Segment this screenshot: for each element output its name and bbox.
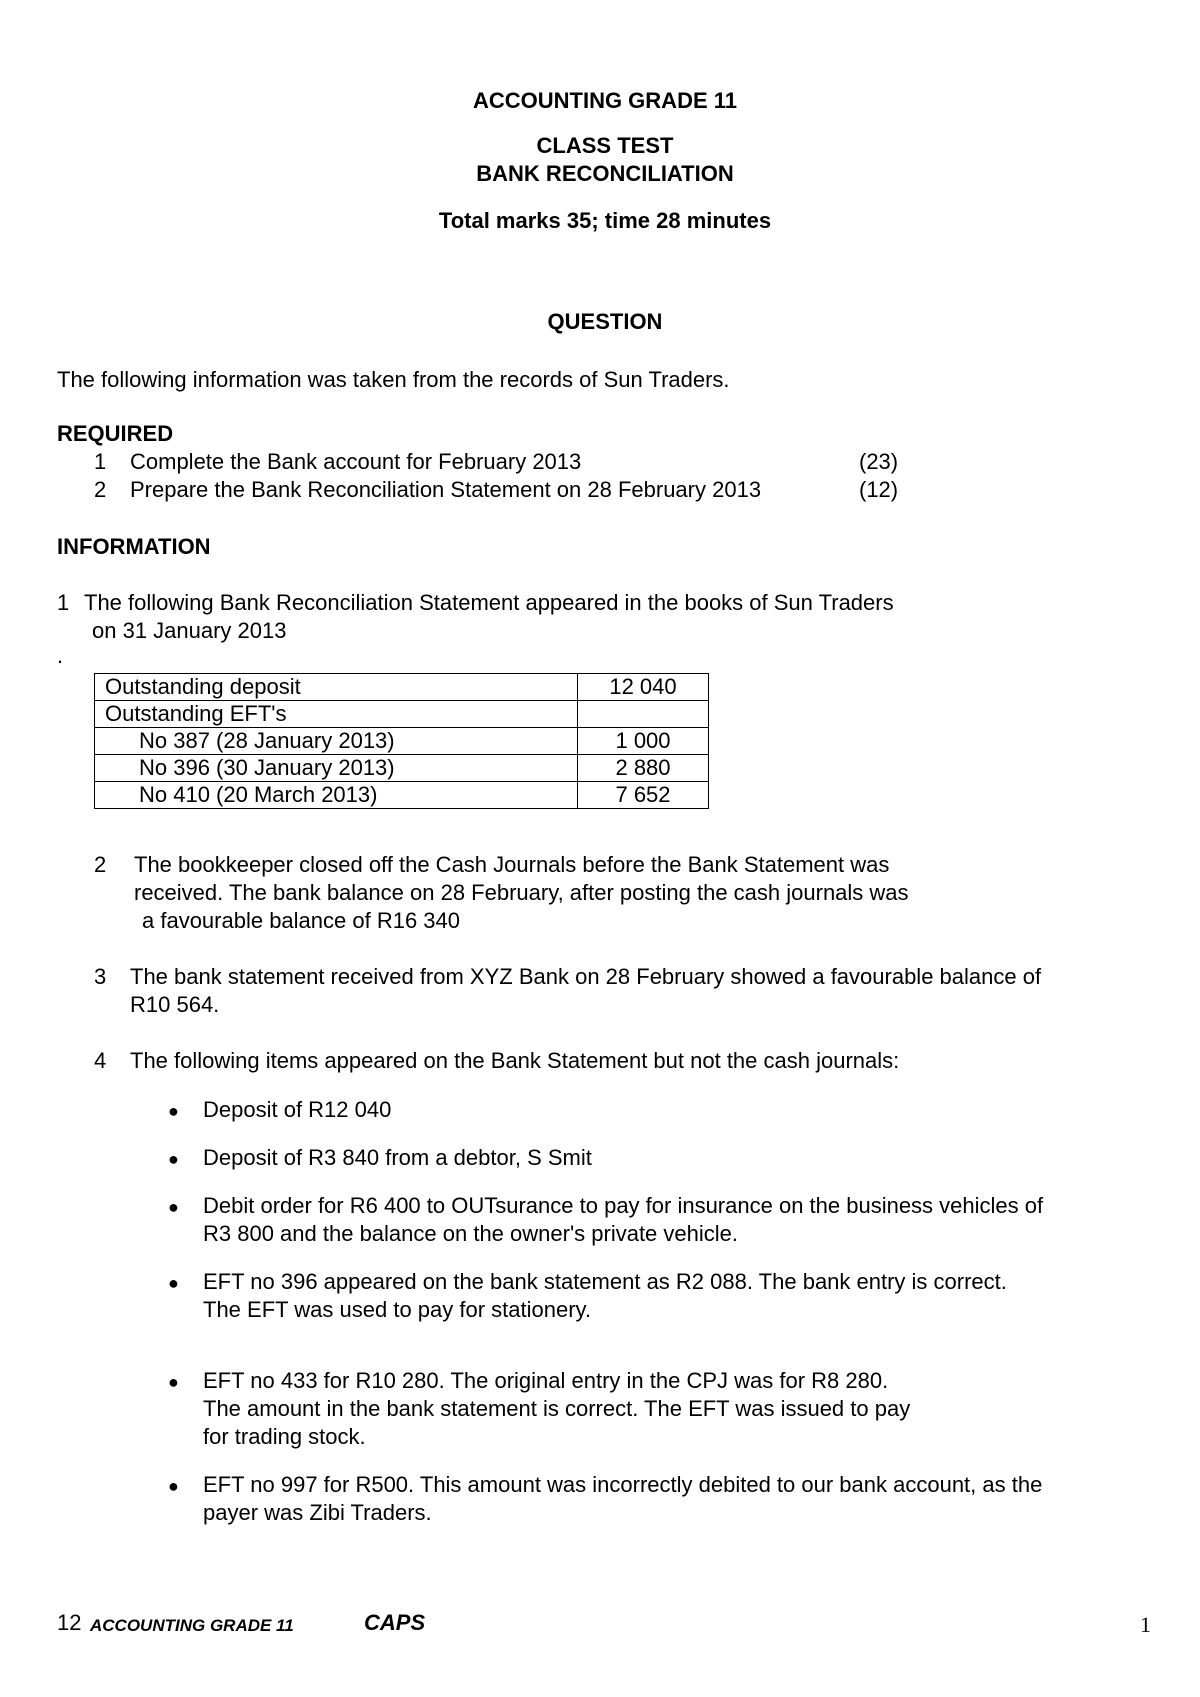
test-topic: BANK RECONCILIATION <box>476 161 734 186</box>
table-cell-amount <box>578 701 709 728</box>
required-item-marks: (12) <box>859 477 899 502</box>
info-item-text: R10 564. <box>130 992 220 1017</box>
table-row <box>95 701 709 728</box>
info-item-text: The bookkeeper closed off the Cash Journals before the Bank Statement was <box>134 852 890 877</box>
bullet-text: The EFT was used to pay for stationery. <box>203 1297 592 1322</box>
table-cell-description: No 396 (30 January 2013) <box>95 755 578 782</box>
table-row <box>95 782 709 809</box>
bullet-icon: ● <box>168 1101 179 1121</box>
reconciliation-table <box>94 673 709 809</box>
table-cell-amount: 2 880 <box>578 755 709 782</box>
bullet-icon: ● <box>168 1197 179 1217</box>
info-item-num: 2 <box>94 852 107 877</box>
page-number: 1 <box>1140 1612 1151 1637</box>
required-heading: REQUIRED <box>57 421 174 446</box>
table-cell-description: No 410 (20 March 2013) <box>95 782 578 809</box>
table-cell-description: Outstanding EFT's <box>95 701 578 728</box>
bullet-text: EFT no 997 for R500. This amount was incorrectly debited to our bank account, as the <box>203 1472 1043 1497</box>
table-cell-description: Outstanding deposit <box>95 674 578 701</box>
required-item-num: 1 <box>94 449 107 474</box>
table-row <box>95 728 709 755</box>
info-item-num: 4 <box>94 1048 107 1073</box>
bullet-icon: ● <box>168 1372 179 1392</box>
table-cell-amount: 7 652 <box>578 782 709 809</box>
info-item-num: 1 <box>57 590 70 615</box>
bullet-text: Deposit of R3 840 from a debtor, S Smit <box>203 1145 592 1170</box>
test-type: CLASS TEST <box>536 133 674 158</box>
info-item-text: a favourable balance of R16 340 <box>142 908 461 933</box>
bullet-text: Deposit of R12 040 <box>203 1097 392 1122</box>
info-item-text: The following items appeared on the Bank Statement but not the cash journals: <box>130 1048 900 1073</box>
bullet-icon: ● <box>168 1149 179 1169</box>
information-heading: INFORMATION <box>57 534 211 559</box>
bullet-text: payer was Zibi Traders. <box>203 1500 432 1525</box>
bullet-text: The amount in the bank statement is correct. The EFT was issued to pay <box>203 1396 911 1421</box>
bullet-icon: ● <box>168 1273 179 1293</box>
footer-title: ACCOUNTING GRADE 11 <box>90 1616 294 1635</box>
info-item-text: received. The bank balance on 28 February, after posting the cash journals was <box>134 880 909 905</box>
document-subject: ACCOUNTING GRADE 11 <box>472 88 738 113</box>
required-item-text: Complete the Bank account for February 2013 <box>130 449 582 474</box>
bullet-text: R3 800 and the balance on the owner's private vehicle. <box>203 1221 738 1246</box>
info-item-num: 3 <box>94 964 107 989</box>
bullet-text: Debit order for R6 400 to OUTsurance to pay for insurance on the business vehicles of <box>203 1193 1044 1218</box>
stray-dot: . <box>57 643 64 668</box>
question-heading: QUESTION <box>547 309 663 334</box>
footer-caps: CAPS <box>364 1610 426 1635</box>
bullet-text: EFT no 433 for R10 280. The original entry in the CPJ was for R8 280. <box>203 1368 889 1393</box>
bullet-text: for trading stock. <box>203 1424 366 1449</box>
bullet-icon: ● <box>168 1476 179 1496</box>
marks-and-time: Total marks 35; time 28 minutes <box>438 208 772 233</box>
table-cell-description: No 387 (28 January 2013) <box>95 728 578 755</box>
intro-text: The following information was taken from the records of Sun Traders. <box>57 367 730 392</box>
table-row <box>95 674 709 701</box>
info-item-text: The following Bank Reconciliation Statement appeared in the books of Sun Traders <box>84 590 894 615</box>
required-item-text: Prepare the Bank Reconciliation Statement on 28 February 2013 <box>130 477 762 502</box>
required-item-marks: (23) <box>859 449 899 474</box>
table-cell-amount: 12 040 <box>578 674 709 701</box>
bullet-text: EFT no 396 appeared on the bank statement as R2 088. The bank entry is correct. <box>203 1269 1007 1294</box>
footer-number: 12 <box>57 1610 82 1635</box>
table-cell-amount: 1 000 <box>578 728 709 755</box>
table-row <box>95 755 709 782</box>
info-item-text: The bank statement received from XYZ Bank on 28 February showed a favourable balance of <box>130 964 1042 989</box>
required-item-num: 2 <box>94 477 107 502</box>
info-item-text: on 31 January 2013 <box>92 618 287 643</box>
